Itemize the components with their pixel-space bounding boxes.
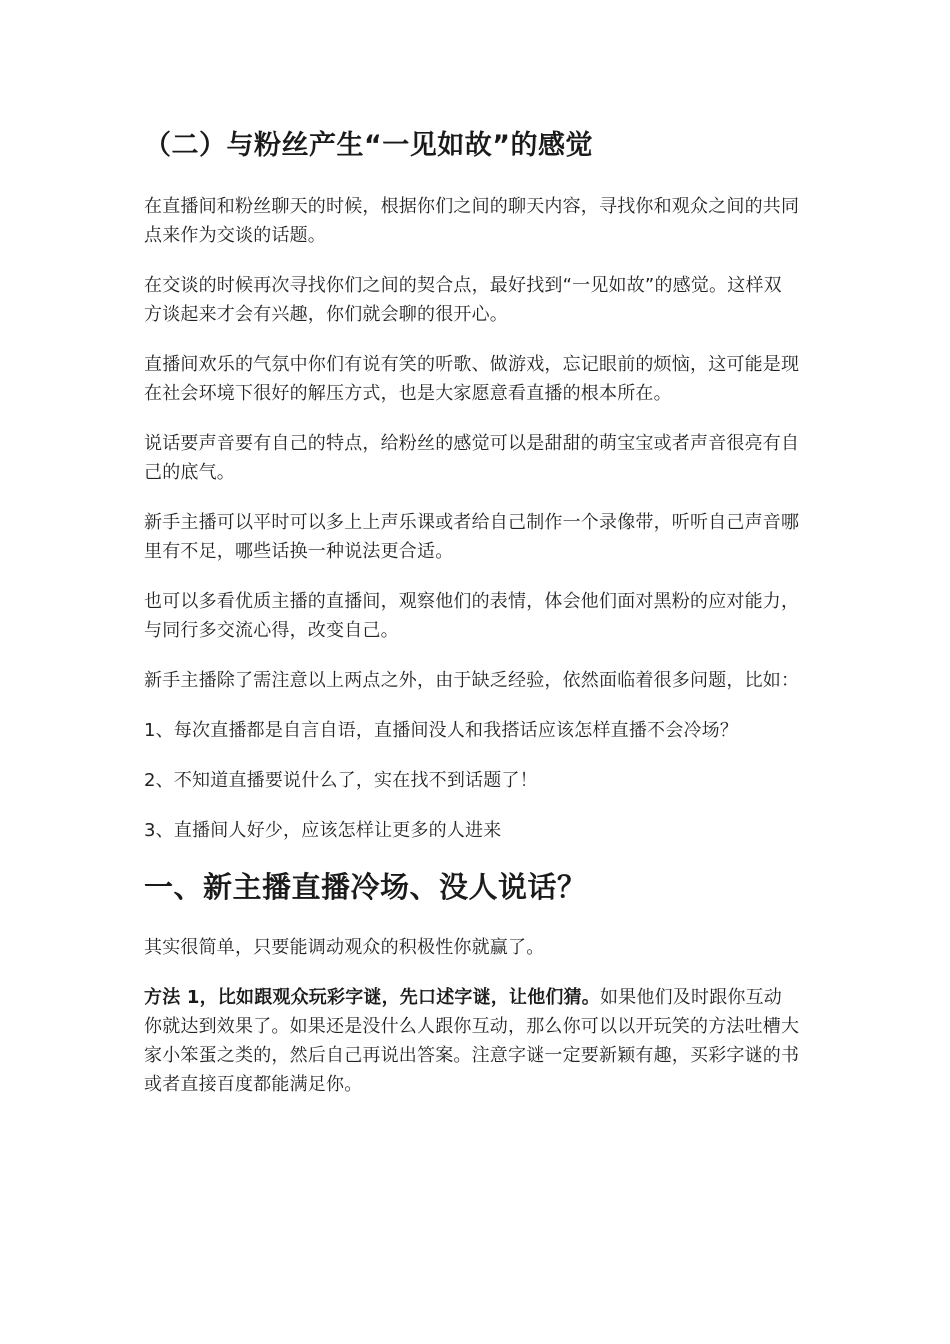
paragraph: 也可以多看优质主播的直播间，观察他们的表情，体会他们面对黑粉的应对能力，与同行多交流心得，改变自己。 — [144, 591, 800, 641]
method-paragraph — [144, 983, 800, 1099]
paragraph: 说话要声音要有自己的特点，给粉丝的感觉可以是甜甜的萌宝宝或者声音很亮有自己的底气。 — [144, 433, 800, 483]
paragraph: 其实很简单，只要能调动观众的积极性你就赢了。 — [144, 937, 545, 958]
document-content — [144, 126, 800, 1120]
method-body: 如果他们及时跟你互动你就达到效果了。如果还是没什么人跟你互动，那么你可以以开玩笑的方法吐槽大家小笨蛋之类的，然后自己再说出答案。注意字谜一定要新颖有趣，买彩字谜的书或者直接百度都能满足你。 — [144, 987, 800, 1095]
paragraph: 在直播间和粉丝聊天的时候，根据你们之间的聊天内容，寻找你和观众之间的共同点来作为交谈的话题。 — [144, 196, 800, 246]
section-heading-cold-stream: 一、新主播直播冷场、没人说话？ — [144, 870, 587, 904]
list-item: 3、直播间人好少，应该怎样让更多的人进来 — [144, 820, 502, 841]
paragraph: 新手主播除了需注意以上两点之外，由于缺乏经验，依然面临着很多问题，比如： — [144, 670, 800, 691]
list-item: 2、不知道直播要说什么了，实在找不到话题了！ — [144, 770, 538, 791]
list-item: 1、每次直播都是自言自语，直播间没人和我搭话应该怎样直播不会冷场？ — [144, 720, 739, 741]
section-heading-fan-connection: （二）与粉丝产生“一见如故”的感觉 — [144, 130, 593, 161]
paragraph: 新手主播可以平时可以多上上声乐课或者给自己制作一个录像带，听听自己声音哪里有不足，哪些话换一种说法更合适。 — [144, 512, 800, 562]
paragraph: 在交谈的时候再次寻找你们之间的契合点，最好找到“一见如故”的感觉。这样双方谈起来才会有兴趣，你们就会聊的很开心。 — [144, 275, 782, 325]
method-bold-lead: 方法 1，比如跟观众玩彩字谜，先口述字谜，让他们猜。 — [144, 987, 600, 1008]
paragraph: 直播间欢乐的气氛中你们有说有笑的听歌、做游戏，忘记眼前的烦恼，这可能是现在社会环境下很好的解压方式，也是大家愿意看直播的根本所在。 — [144, 354, 800, 404]
